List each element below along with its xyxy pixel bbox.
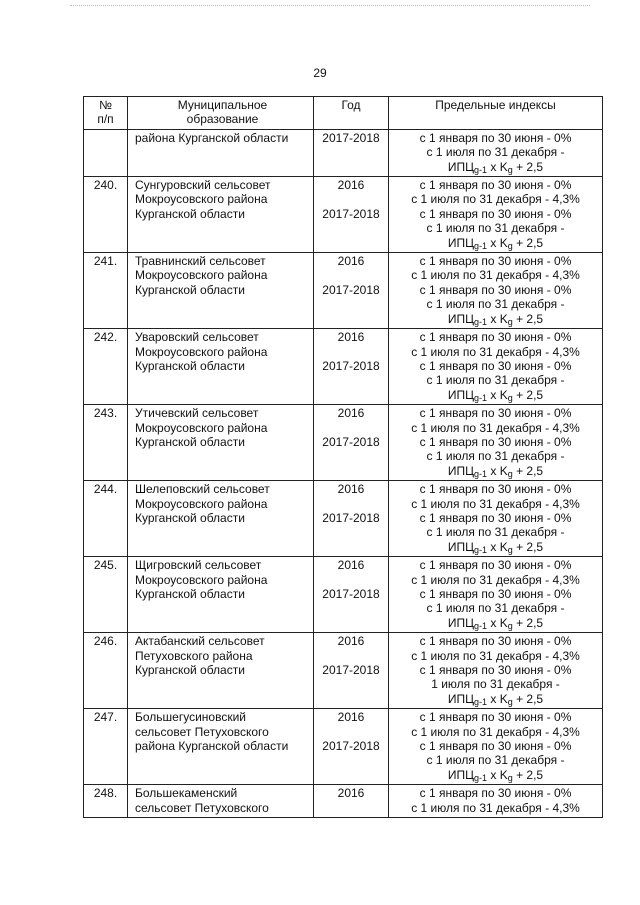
table-header-row (84, 97, 603, 130)
municipality-line: Уваровский сельсовет (135, 330, 259, 345)
table-row (84, 557, 603, 633)
municipality-cell (128, 405, 314, 481)
municipality-cell (128, 329, 314, 405)
indices-cell (389, 129, 603, 176)
index-line: с 1 января по 30 июня - 0% (419, 786, 572, 801)
formula-subscript: g (507, 620, 513, 631)
formula-subscript: g (507, 468, 513, 479)
formula-subscript: g-1 (474, 772, 488, 783)
row-number: 241. (84, 253, 128, 329)
municipality-line: Курганской области (135, 587, 245, 601)
index-line: с 1 января по 30 июня - 0% (419, 254, 572, 269)
index-line: с 1 января по 30 июня - 0% (419, 482, 572, 497)
table-row (84, 405, 603, 481)
municipality-line: Курганской области (135, 510, 245, 525)
formula-subscript: g (507, 240, 513, 251)
table-row (84, 785, 603, 818)
table-row (84, 253, 603, 329)
formula-subscript: g-1 (474, 544, 488, 555)
year-value: 2016 (337, 482, 365, 497)
year-cell (314, 129, 389, 176)
indices-cell (389, 709, 603, 785)
index-line: с 1 января по 30 июня - 0% (419, 558, 572, 573)
index-line: с 1 июля по 31 декабря - 4,3% (411, 496, 580, 511)
year-value: 2017-2018 (322, 586, 380, 601)
year-value: 2017-2018 (322, 282, 380, 297)
index-line: с 1 июля по 31 декабря - 4,3% (411, 800, 580, 815)
header-indices: Предельные индексы (389, 97, 603, 130)
index-line: с 1 июля по 31 декабря - 4,3% (411, 192, 580, 207)
index-formula: $ИПЦ_{g-1}$ x $K_g + 2,5$ (447, 159, 544, 175)
index-line: с 1 июля по 31 декабря - (426, 525, 565, 540)
index-line: с 1 января по 30 июня - 0% (419, 358, 572, 373)
municipality-line: Мокроусовского района (135, 344, 268, 359)
index-formula: $ИПЦ_{g-1}$ x $K_g + 2,5$ (447, 463, 544, 479)
municipality-cell (128, 709, 314, 785)
year-value: 2016 (337, 786, 365, 801)
municipality-cell (128, 481, 314, 557)
header-municipality-line: Муниципальное (177, 98, 268, 112)
row-number: 240. (84, 177, 128, 253)
formula-subscript: g (507, 316, 513, 327)
municipality-line: Шелеповский сельсовет (135, 482, 270, 497)
municipality-line: Курганской области (135, 358, 245, 373)
top-scan-line (70, 5, 590, 6)
year-value: 2016 (337, 406, 365, 421)
municipality-line: Мокроусовского района (135, 420, 268, 435)
header-year: Год (314, 97, 389, 130)
row-number: 247. (84, 709, 128, 785)
table-row (84, 709, 603, 785)
year-cell (314, 253, 389, 329)
index-line: с 1 января по 30 июня - 0% (419, 587, 572, 601)
indices-cell (389, 785, 603, 818)
year-spacer (317, 421, 385, 435)
municipality-line: Щигровский сельсовет (135, 558, 262, 573)
year-spacer (317, 573, 385, 587)
formula-subscript: g (507, 392, 513, 403)
index-line: с 1 июля по 31 декабря - 4,3% (411, 344, 580, 359)
year-cell (314, 709, 389, 785)
year-value: 2017-2018 (322, 358, 380, 373)
index-line: с 1 января по 30 июня - 0% (419, 330, 572, 345)
index-formula: $ИПЦ_{g-1}$ x $K_g + 2,5$ (447, 767, 544, 783)
year-spacer (317, 268, 385, 282)
index-line: с 1 июля по 31 декабря - (426, 753, 565, 768)
indices-cell (389, 557, 603, 633)
municipality-line: Мокроусовского района (135, 572, 268, 587)
table-row (84, 481, 603, 557)
formula-subscript: g-1 (474, 392, 488, 403)
row-number: 244. (84, 481, 128, 557)
index-line: с 1 января по 30 июня - 0% (419, 739, 572, 754)
header-num-line: п/п (97, 112, 114, 127)
year-value: 2016 (337, 178, 365, 193)
formula-subscript: g-1 (474, 316, 488, 327)
tariff-index-table (83, 96, 603, 818)
municipality-line: Мокроусовского района (135, 496, 268, 511)
year-cell (314, 329, 389, 405)
municipality-line: сельсовет Петуховского (135, 724, 269, 739)
municipality-cell (128, 253, 314, 329)
index-formula: $ИПЦ_{g-1}$ x $K_g + 2,5$ (447, 615, 544, 631)
year-cell (314, 785, 389, 818)
index-formula: $ИПЦ_{g-1}$ x $K_g + 2,5$ (447, 691, 544, 707)
municipality-line: Утичевский сельсовет (135, 406, 259, 421)
municipality-line: района Курганской области (135, 130, 289, 145)
year-spacer (317, 649, 385, 663)
year-value: 2017-2018 (322, 739, 380, 754)
municipality-line: Мокроусовского района (135, 192, 268, 207)
year-value: 2016 (337, 710, 365, 725)
indices-cell (389, 405, 603, 481)
index-line: с 1 июля по 31 декабря - 4,3% (411, 724, 580, 739)
municipality-line: Большекаменский (135, 786, 238, 801)
formula-subscript: g (507, 772, 513, 783)
municipality-line: Сунгуровский сельсовет (135, 178, 271, 193)
index-formula: $ИПЦ_{g-1}$ x $K_g + 2,5$ (447, 539, 544, 555)
formula-subscript: g (507, 164, 513, 175)
table-row (84, 633, 603, 709)
table-row (84, 177, 603, 253)
index-line: 1 июля по 31 декабря - (431, 677, 560, 692)
municipality-cell (128, 785, 314, 818)
header-municipality (128, 97, 314, 130)
index-line: с 1 января по 30 июня - 0% (419, 130, 572, 145)
formula-subscript: g-1 (474, 696, 488, 707)
municipality-line: Травнинский сельсовет (135, 254, 266, 269)
index-line: с 1 июля по 31 декабря - 4,3% (411, 420, 580, 435)
formula-subscript: g (507, 544, 513, 555)
index-formula: $ИПЦ_{g-1}$ x $K_g + 2,5$ (447, 311, 544, 327)
indices-cell (389, 253, 603, 329)
municipality-line: Мокроусовского района (135, 268, 268, 283)
municipality-line: Курганской области (135, 206, 245, 221)
row-number: 243. (84, 405, 128, 481)
year-value: 2016 (337, 254, 365, 269)
indices-cell (389, 329, 603, 405)
year-cell (314, 633, 389, 709)
year-cell (314, 405, 389, 481)
header-num-line: № (99, 98, 112, 112)
year-value: 2016 (337, 634, 365, 649)
index-line: с 1 июля по 31 декабря - 4,3% (411, 268, 580, 283)
formula-subscript: g-1 (474, 164, 488, 175)
formula-subscript: g-1 (474, 620, 488, 631)
table-row (84, 329, 603, 405)
year-value: 2017-2018 (322, 206, 380, 221)
municipality-cell (128, 633, 314, 709)
table-body (84, 129, 603, 817)
municipality-line: Актабанский сельсовет (135, 634, 265, 649)
index-line: с 1 января по 30 июня - 0% (419, 178, 572, 193)
index-line: с 1 июля по 31 декабря - (426, 449, 565, 464)
municipality-line: Курганской области (135, 663, 245, 678)
index-line: с 1 июля по 31 декабря - 4,3% (411, 648, 580, 663)
table-row (84, 129, 603, 176)
year-value: 2016 (337, 558, 365, 573)
indices-cell (389, 633, 603, 709)
index-line: с 1 июля по 31 декабря - (426, 145, 565, 160)
municipality-line: района Курганской области (135, 739, 289, 754)
index-formula: $ИПЦ_{g-1}$ x $K_g + 2,5$ (447, 387, 544, 403)
index-line: с 1 июля по 31 декабря - (426, 221, 565, 236)
year-spacer (317, 725, 385, 739)
year-cell (314, 557, 389, 633)
formula-subscript: g-1 (474, 468, 488, 479)
municipality-line: Курганской области (135, 434, 245, 449)
row-number: 245. (84, 557, 128, 633)
municipality-line: Петуховского района (135, 648, 253, 663)
row-number (84, 129, 128, 176)
index-line: с 1 июля по 31 декабря - (426, 297, 565, 312)
index-line: с 1 января по 30 июня - 0% (419, 634, 572, 649)
header-municipality-line: образование (186, 112, 259, 127)
formula-subscript: g (507, 696, 513, 707)
indices-cell (389, 481, 603, 557)
header-num (84, 97, 128, 130)
municipality-cell (128, 129, 314, 176)
year-value: 2017-2018 (322, 663, 380, 678)
municipality-line: Большегусиновский (135, 710, 246, 725)
index-formula: $ИПЦ_{g-1}$ x $K_g + 2,5$ (447, 235, 544, 251)
year-value: 2017-2018 (322, 510, 380, 525)
year-cell (314, 177, 389, 253)
municipality-line: Курганской области (135, 282, 245, 297)
index-line: с 1 января по 30 июня - 0% (419, 710, 572, 725)
row-number: 248. (84, 785, 128, 818)
index-line: с 1 июля по 31 декабря - 4,3% (411, 572, 580, 587)
index-line: с 1 января по 30 июня - 0% (419, 406, 572, 421)
year-spacer (317, 345, 385, 359)
index-line: с 1 июля по 31 декабря - (426, 601, 565, 616)
index-line: с 1 июля по 31 декабря - (426, 373, 565, 388)
page-number: 29 (313, 66, 327, 80)
year-value: 2017-2018 (322, 130, 380, 145)
row-number: 246. (84, 633, 128, 709)
municipality-cell (128, 177, 314, 253)
index-line: с 1 января по 30 июня - 0% (419, 434, 572, 449)
year-value: 2016 (337, 330, 365, 345)
index-line: с 1 января по 30 июня - 0% (419, 510, 572, 525)
municipality-line: сельсовет Петуховского (135, 800, 269, 815)
index-line: с 1 января по 30 июня - 0% (419, 282, 572, 297)
indices-cell (389, 177, 603, 253)
row-number: 242. (84, 329, 128, 405)
year-value: 2017-2018 (322, 434, 380, 449)
index-line: с 1 января по 30 июня - 0% (419, 206, 572, 221)
year-spacer (317, 497, 385, 511)
municipality-cell (128, 557, 314, 633)
index-line: с 1 января по 30 июня - 0% (419, 663, 572, 678)
formula-subscript: g-1 (474, 240, 488, 251)
year-spacer (317, 192, 385, 206)
year-cell (314, 481, 389, 557)
